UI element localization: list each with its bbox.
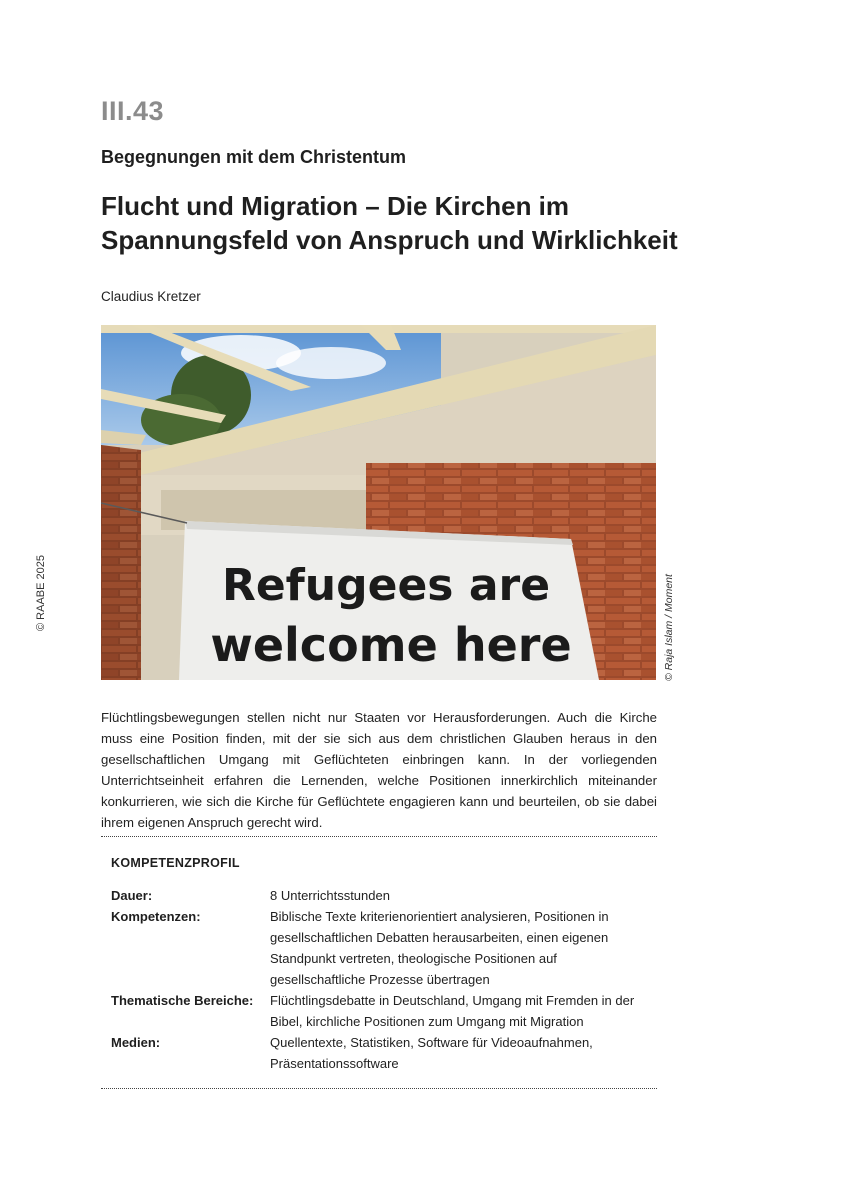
unit-code: III.43 [101, 96, 165, 126]
title-line-2: Spannungsfeld von Anspruch und Wirklichkeit [101, 225, 678, 255]
page-title [101, 189, 721, 257]
cover-photo [101, 325, 656, 680]
duration-value: 8 Unterrichtsstunden [270, 888, 390, 903]
divider-bottom [101, 1088, 657, 1089]
topics-value: Flüchtlingsdebatte in Deutschland, Umgang mit Fremden in der Bibel, kirchliche Positionen zum Umgang mit Migration [270, 993, 635, 1029]
copyright-notice: © RAABE 2025 [35, 555, 47, 631]
banner-text-line-2: welcome here [210, 618, 572, 672]
competence-profile-heading: KOMPETENZPROFIL [111, 856, 240, 870]
banner-text-line-1: Refugees are [221, 560, 551, 611]
series-title: Begegnungen mit dem Christentum [101, 147, 407, 167]
author-name: Claudius Kretzer [101, 289, 201, 304]
title-line-1: Flucht und Migration – Die Kirchen im [101, 191, 570, 221]
intro-paragraph: Flüchtlingsbewegungen stellen nicht nur Staaten vor Herausforderungen. Auch die Kirche muss eine Position finden, mit der sie sich aus dem christlichen Glauben heraus in den gesellschaftlichen Umgang mit Geflüchteten einbringen kann. In der vorliegenden Unterrichtseinheit erfahren die Lernenden, welche Positionen innerkirchlich miteinander konkurrieren, wie sich die Kirche für Geflüchtete engagieren kann und beurteilen, ob sie dabei ihrem eigenen Anspruch gerecht wird. [101, 710, 657, 830]
media-label: Medien: [111, 1035, 161, 1050]
duration-label: Dauer: [111, 888, 153, 903]
divider-top [101, 836, 657, 837]
competences-value: Biblische Texte kriterienorientiert analysieren, Positionen in gesellschaftlichen Debatten herausarbeiten, einen eigenen Standpunkt vertreten, theologische Positionen auf gesellschaftliche Prozesse übertragen [270, 909, 609, 987]
competences-label: Kompetenzen: [111, 909, 201, 924]
topics-label: Thematische Bereiche: [111, 993, 254, 1008]
media-value: Quellentexte, Statistiken, Software für Videoaufnahmen, Präsentationssoftware [270, 1035, 593, 1071]
photo-credit: © Raja Islam / Moment [663, 574, 675, 681]
